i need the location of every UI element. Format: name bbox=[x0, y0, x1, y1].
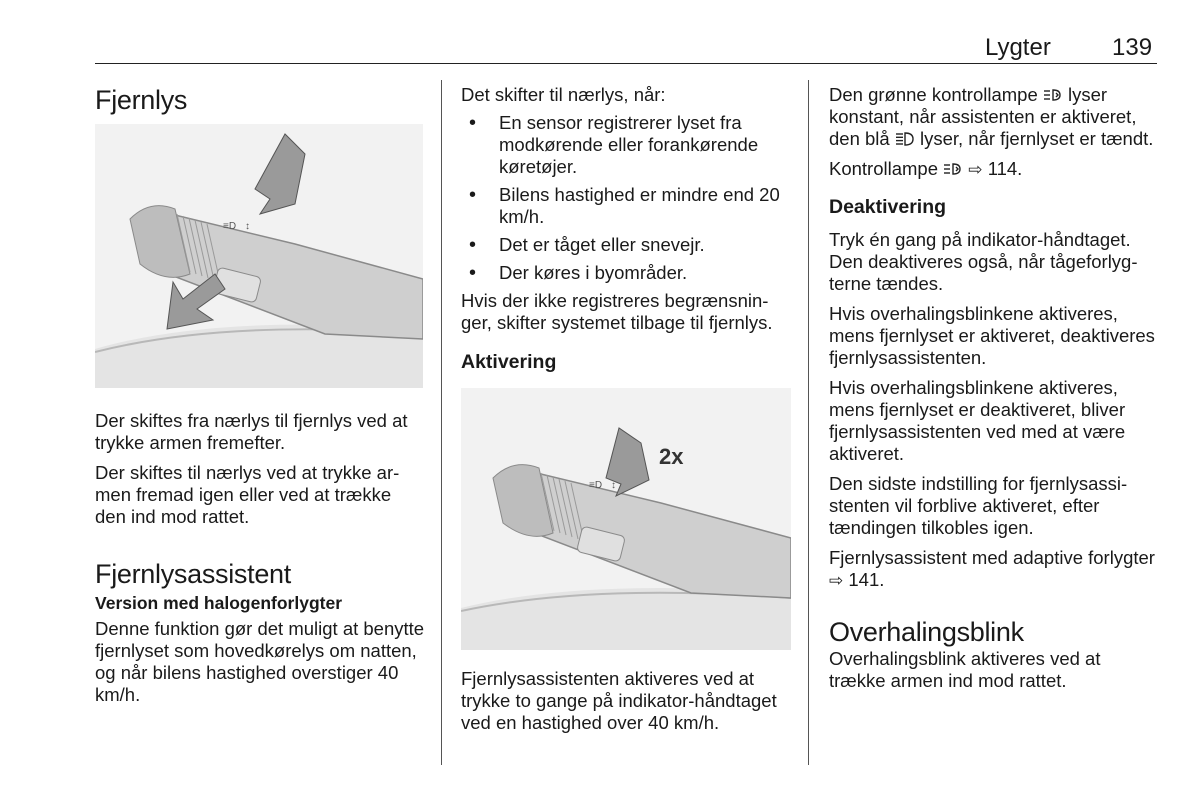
section-title: Lygter bbox=[985, 34, 1051, 61]
page-number: 139 bbox=[1112, 34, 1153, 61]
text-kontrol-a: Kontrollampe bbox=[829, 158, 939, 179]
paragraph-kontrol-ref bbox=[829, 158, 1159, 181]
paragraph-adaptive bbox=[829, 547, 1159, 592]
figure-stalk-fjernlys bbox=[95, 124, 423, 388]
text-kontrollampe-a: Den grønne kontrollampe bbox=[829, 84, 1038, 105]
column-2 bbox=[461, 84, 791, 742]
svg-text:≡D: ≡D bbox=[223, 221, 237, 232]
conditions-list bbox=[461, 112, 791, 284]
list-item: • Bilens hastighed er mindre end 20 km/h. bbox=[461, 184, 791, 228]
header-rule bbox=[95, 63, 1157, 64]
green-beam-assist-icon bbox=[1043, 88, 1063, 102]
blue-high-beam-icon bbox=[895, 132, 915, 146]
figure-stalk-aktivering bbox=[461, 388, 791, 650]
page-reference-arrow-icon: ⇨ bbox=[968, 160, 983, 179]
paragraph-sidste-indstilling: Den sidste indstilling for fjernlysassistenten vil forblive aktiveret, efter tændingen tilkobles igen. bbox=[829, 473, 1128, 538]
paragraph-overhalingsblink: Overhalingsblink aktiveres ved at trække armen ind mod rattet. bbox=[829, 648, 1101, 691]
column-divider-1 bbox=[441, 80, 442, 765]
heading-deaktivering: Deaktivering bbox=[829, 196, 947, 218]
text-adaptive: Fjernlysassistent med adaptive forlygter bbox=[829, 547, 1155, 568]
paragraph-funktion: Denne funktion gør det muligt at benytte fjernlyset som hovedkørelys om natten, og når bilens hastighed overstiger 40 km/h. bbox=[95, 618, 425, 705]
page-reference-141[interactable]: 141. bbox=[848, 569, 885, 590]
list-item: • Det er tåget eller snevejr. bbox=[461, 234, 791, 256]
list-item: • En sensor registrerer lyset fra modkørende eller forankørende køretøjer. bbox=[461, 112, 791, 178]
heading-fjernlys: Fjernlys bbox=[95, 85, 188, 115]
svg-text:≡D: ≡D bbox=[589, 480, 603, 491]
svg-text:↕: ↕ bbox=[245, 221, 250, 232]
list-item: • Der køres i byområder. bbox=[461, 262, 791, 284]
paragraph-naerlys: Der skiftes til nærlys ved at trykke armen fremad igen eller ved at trække den ind mod rattet. bbox=[95, 462, 400, 527]
page-reference-114[interactable]: 114. bbox=[987, 158, 1023, 179]
heading-overhalingsblink: Overhalingsblink bbox=[829, 617, 1024, 647]
heading-aktivering: Aktivering bbox=[461, 351, 557, 373]
column-divider-2 bbox=[808, 80, 809, 765]
figure-label-2x: 2x bbox=[659, 444, 684, 469]
subheading-version: Version med halogenforlygter bbox=[95, 593, 342, 613]
column-3 bbox=[829, 84, 1159, 700]
paragraph-hvis: Hvis der ikke registreres begrænsninger, skifter systemet tilbage til fjernlys. bbox=[461, 290, 773, 333]
heading-fjernlysassistent: Fjernlysassistent bbox=[95, 559, 291, 589]
paragraph-aktiveres: Fjernlysassistenten aktiveres ved at trykke to gange på indikator-håndtaget ved en hastighed over 40 km/h. bbox=[461, 668, 777, 733]
paragraph-fremefter: Der skiftes fra nærlys til fjernlys ved at trykke armen fremefter. bbox=[95, 410, 408, 453]
paragraph-intro: Det skifter til nærlys, når: bbox=[461, 84, 666, 105]
paragraph-kontrollampe bbox=[829, 84, 1159, 150]
paragraph-overhaling-deaktiveret: Hvis overhalingsblinkene aktiveres, mens fjernlyset er deaktiveret, bliver fjernlysassistenten ved med at være aktiveret. bbox=[829, 377, 1126, 464]
paragraph-tryk: Tryk én gang på indikator-håndtaget. Den deaktiveres også, når tågeforlygterne tændes. bbox=[829, 229, 1138, 294]
page-reference-arrow-icon: ⇨ bbox=[829, 571, 844, 590]
svg-text:↕: ↕ bbox=[611, 480, 616, 491]
text-kontrollampe-b: lyser konstant, når assistenten er aktiveret, den blå bbox=[829, 84, 1137, 149]
text-kontrollampe-c: lyser, når fjernlyset er tændt. bbox=[919, 128, 1154, 149]
column-1 bbox=[95, 84, 427, 714]
beam-assist-icon bbox=[943, 162, 963, 176]
paragraph-overhaling-aktiveret: Hvis overhalingsblinkene aktiveres, mens fjernlyset er aktiveret, deaktiveres fjernlysassistenten. bbox=[829, 303, 1155, 368]
